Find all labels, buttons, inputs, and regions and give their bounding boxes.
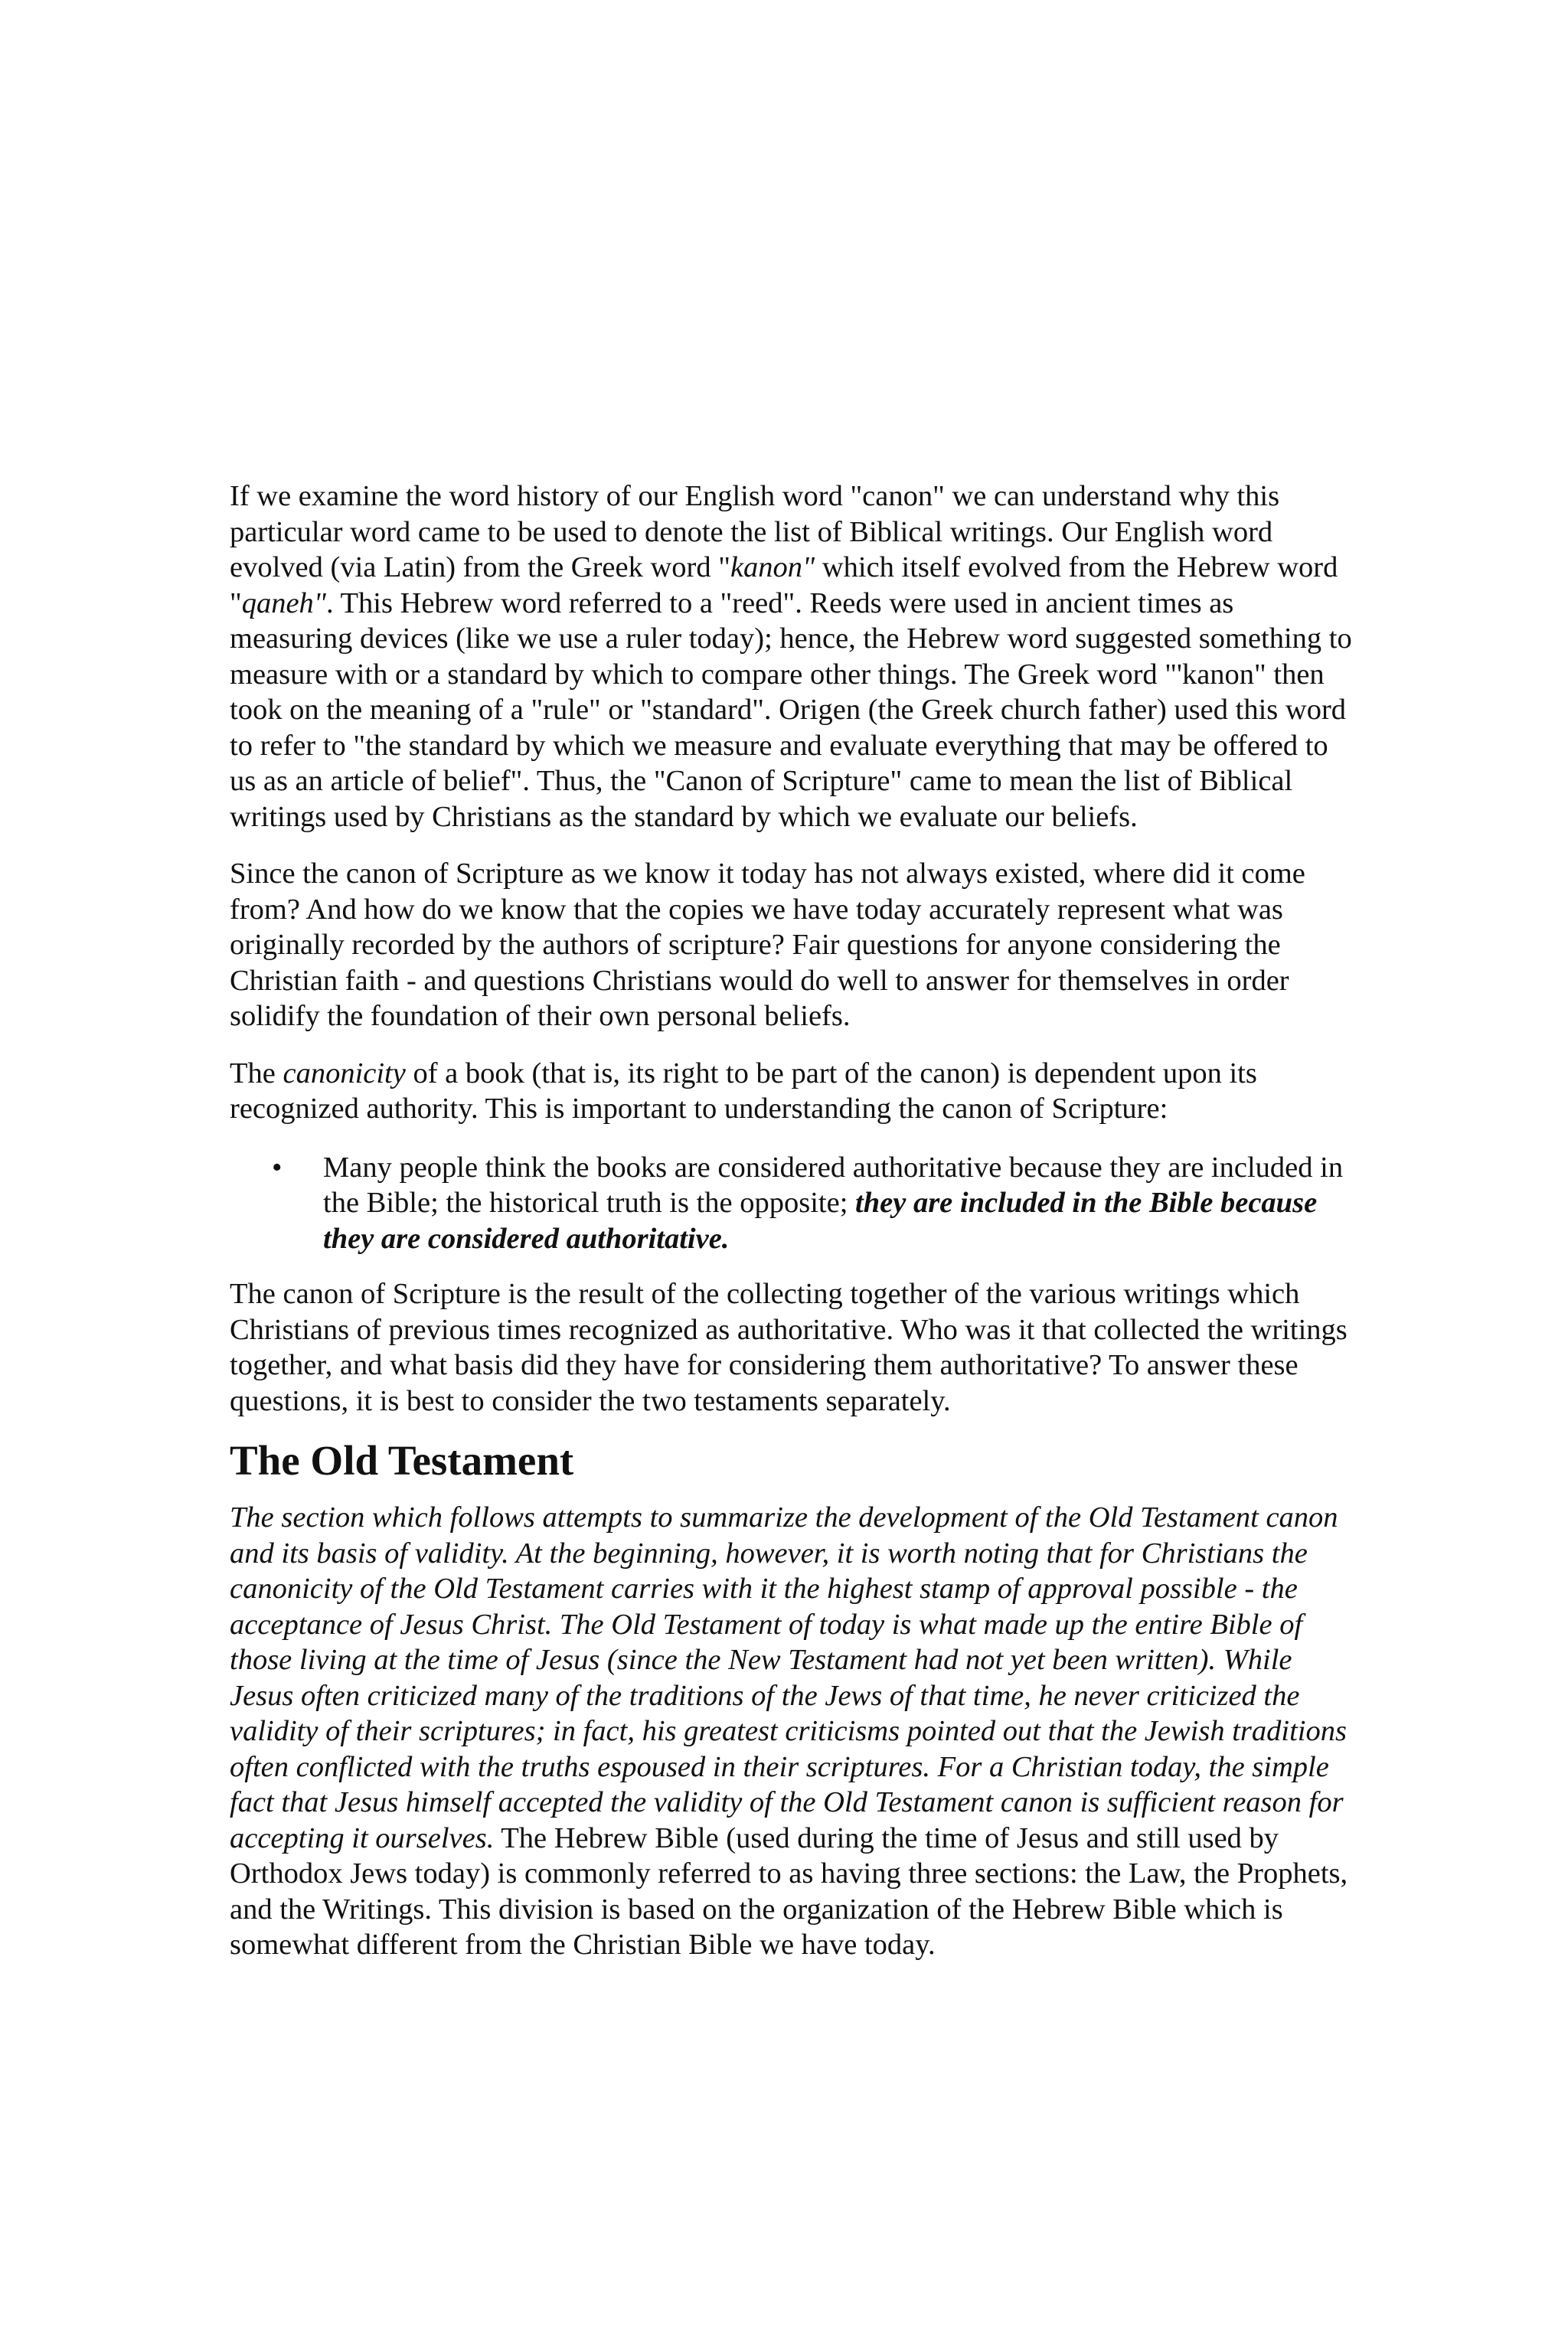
bullet-text: Many people think the books are considered authoritative because they are included in the Bible; the historical truth is the opposite;: [323, 1151, 1344, 1219]
paragraph-canon-collection: The canon of Scripture is the result of the collecting together of the various writings which Christians of previous times recognized as authoritative. Who was it that collected the writings together, and what basis did they have for considering them authoritative? To answer these questions, it is best to consider the two testaments separately.: [230, 1278, 1348, 1417]
paragraph-canon-etymology: [230, 479, 1355, 835]
para3-text-2: of a book (that is, its right to be part of the canon) is dependent upon its recognized authority. This is important to understanding the canon of Scripture:: [230, 1057, 1257, 1125]
document-page: [230, 479, 1355, 1963]
bullet-emphasis: they are included in the Bible because they are considered authoritative.: [323, 1187, 1318, 1255]
bullet-icon: •: [272, 1151, 283, 1184]
para3-text-1: The: [230, 1057, 283, 1089]
para1-text-2: which itself evolved from the Hebrew word ": [230, 551, 1338, 619]
paragraph-canonicity: [230, 1056, 1355, 1127]
bullet-list: [230, 1150, 1355, 1257]
para1-text-1: If we examine the word history of our English word "canon" we can understand why this particular word came to be used to denote the list of Biblical writings. Our English word evolved (via Latin) from the Greek word ": [230, 480, 1280, 583]
term-canonicity: canonicity: [283, 1057, 406, 1089]
term-qaneh: qaneh": [241, 586, 326, 619]
term-kanon: kanon": [730, 551, 815, 583]
paragraph-old-testament-intro: [230, 1500, 1355, 1963]
old-testament-italic-summary: The section which follows attempts to summarize the development of the Old Testament canon and its basis of validity. At the beginning, however, it is worth noting that for Christians the canonicity of the Old Testament carries with it the highest stamp of approval possible - the acceptance of Jesus Christ. The Old Testament of today is what made up the entire Bible of those living at the time of Jesus (since the New Testament had not yet been written). While Jesus often criticized many of the traditions of the Jews of that time, he never criticized the validity of their scriptures; in fact, his greatest criticisms pointed out that the Jewish traditions often conflicted with the truths espoused in their scriptures. For a Christian today, the simple fact that Jesus himself accepted the validity of the Old Testament canon is sufficient reason for accepting it ourselves.: [230, 1501, 1347, 1854]
old-testament-hebrew-bible-text: The Hebrew Bible (used during the time of Jesus and still used by Orthodox Jews today) is commonly referred to as having three sections: the Law, the Prophets, and the Writings. This division is based on the organization of the Hebrew Bible which is somewhat different from the Christian Bible we have today.: [230, 1821, 1348, 1961]
list-item: [230, 1150, 1355, 1257]
section-heading-old-testament: The Old Testament: [230, 1437, 574, 1484]
para1-text-3: . This Hebrew word referred to a "reed". Reeds were used in ancient times as measuring devices (like we use a ruler today); hence, the Hebrew word suggested something to measure with or a standard by which to compare other things. The Greek word "'kanon" then took on the meaning of a "rule" or "standard". Origen (the Greek church father) used this word to refer to "the standard by which we measure and evaluate everything that may be offered to us as an article of belief". Thus, the "Canon of Scripture" came to mean the list of Biblical writings used by Christians as the standard by which we evaluate our beliefs.: [230, 586, 1352, 833]
paragraph-canon-origin-questions: Since the canon of Scripture as we know it today has not always existed, where did it come from? And how do we know that the copies we have today accurately represent what was originally recorded by the authors of scripture? Fair questions for anyone considering the Christian faith - and questions Christians would do well to answer for themselves in order solidify the foundation of their own personal beliefs.: [230, 858, 1305, 1032]
